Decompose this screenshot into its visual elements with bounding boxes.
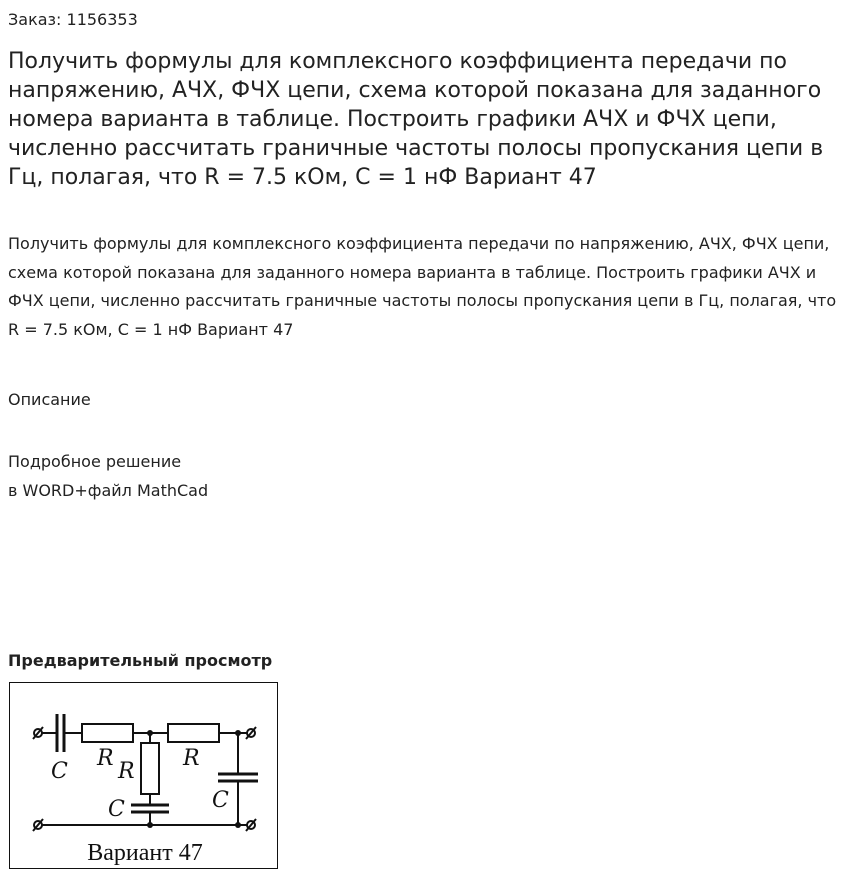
junction-dot	[147, 730, 153, 736]
label-r1: R	[97, 746, 114, 771]
description-section-label: Описание	[8, 390, 91, 409]
preview-image	[9, 682, 278, 869]
resistor-r1	[82, 724, 133, 742]
junction-dot	[235, 822, 241, 828]
junction-dot	[147, 822, 153, 828]
preview-heading: Предварительный просмотр	[8, 651, 273, 670]
task-description: Получить формулы для комплексного коэффициента передачи по напряжению, АЧХ, ФЧХ цепи, схема которой показана для заданного номера варианта в таблице. Построить графики АЧХ и ФЧХ цепи, численно рассчитать граничные частоты полосы пропускания цепи в Гц, полагая, что R = 7.5 кОм, C = 1 нФ Вариант 47	[8, 234, 837, 339]
label-r2: R	[118, 759, 135, 784]
resistor-r2	[141, 743, 159, 794]
solution-line-1: Подробное решение	[8, 452, 182, 471]
resistor-r3	[168, 724, 219, 742]
label-r3: R	[183, 746, 200, 771]
page-title: Получить формулы для комплексного коэффициента передачи по напряжению, АЧХ, ФЧХ цепи, схема которой показана для заданного номера варианта в таблице. Построить графики АЧХ и ФЧХ цепи, численно рассчитать граничные частоты полосы пропускания цепи в Гц, полагая, что R = 7.5 кОм, C = 1 нФ Вариант 47	[8, 49, 824, 190]
junction-dot	[235, 730, 241, 736]
label-c2: C	[108, 797, 125, 822]
order-number: Заказ: 1156353	[8, 10, 138, 29]
label-c1: C	[51, 759, 68, 784]
circuit-diagram	[10, 683, 279, 870]
solution-line-2: в WORD+файл MathCad	[8, 480, 209, 500]
solution-info	[8, 448, 208, 505]
diagram-caption: Вариант 47	[87, 840, 203, 866]
label-c3: C	[212, 788, 229, 813]
